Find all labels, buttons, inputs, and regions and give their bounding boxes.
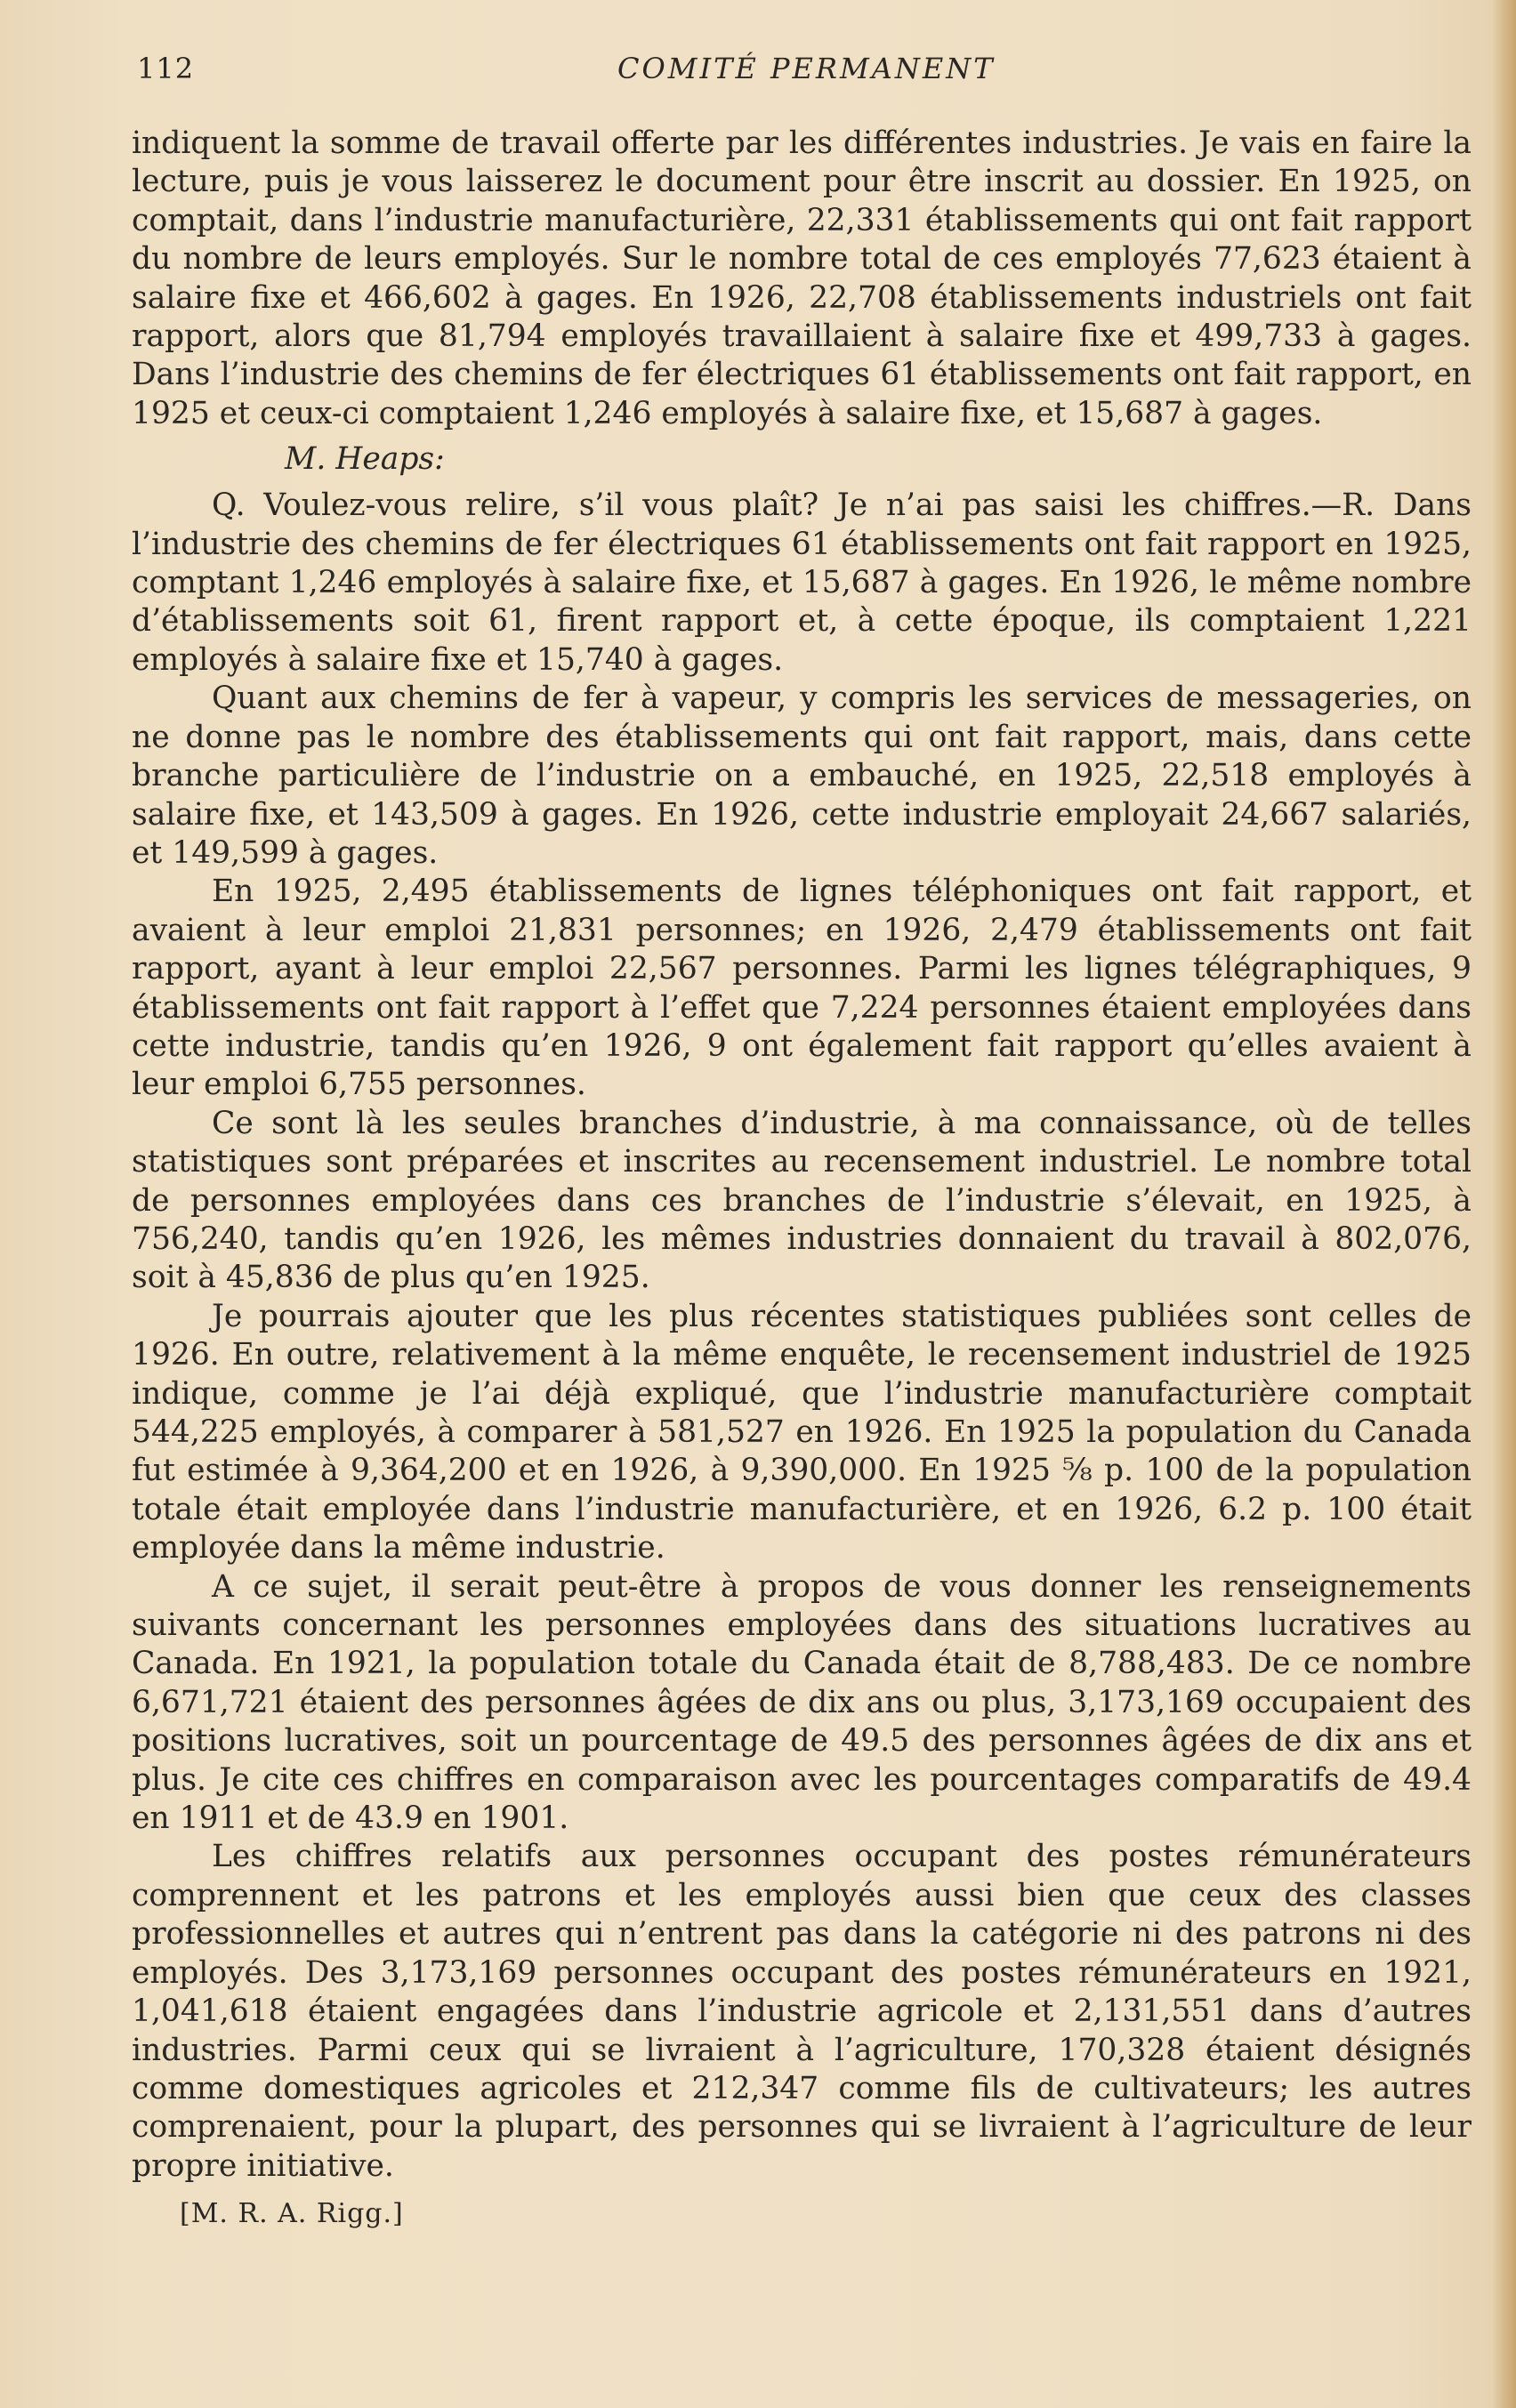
page-number: 112: [137, 52, 195, 85]
body-text: [132, 125, 1472, 2232]
paragraph: Ce sont là les seules branches d’industrie, à ma connaissance, où de telles statistiques sont préparées et inscrites au recensement industriel. Le nombre total de personnes employées dans ces branches de l’industrie s’élevait, en 1925, à 756,240, tandis qu’en 1926, les mêmes industries donnaient du travail à 802,076, soit à 45,836 de plus qu’en 1925.: [132, 1105, 1472, 1296]
paragraph: En 1925, 2,495 établissements de lignes téléphoniques ont fait rapport, et avaient à leur emploi 21,831 personnes; en 1926, 2,479 établissements ont fait rapport, ayant à leur emploi 22,567 personnes. Parmi les lignes télégraphiques, 9 établissements ont fait rapport à l’effet que 7,224 personnes étaient employées dans cette industrie, tandis qu’en 1926, 9 ont également fait rapport qu’elles avaient à leur emploi 6,755 personnes.: [132, 874, 1472, 1103]
paragraph: Je pourrais ajouter que les plus récentes statistiques publiées sont celles de 1926. En outre, relativement à la même enquête, le recensement industriel de 1925 indique, comme je l’ai déjà expliqué, que l’industrie manufacturière comptait 544,225 employés, à comparer à 581,527 en 1926. En 1925 la population du Canada fut estimée à 9,364,200 et en 1926, à 9,390,000. En 1925 ⅝ p. 100 de la population totale était employée dans l’industrie manufacturière, et en 1926, 6.2 p. 100 était employée dans la même industrie.: [132, 1298, 1472, 1566]
paragraph: Q. Voulez-vous relire, s’il vous plaît? Je n’ai pas saisi les chiffres.—R. Dans l’industrie des chemins de fer électriques 61 établissements ont fait rapport en 1925, comptant 1,246 employés à salaire fixe, et 15,687 à gages. En 1926, le même nombre d’établissements soit 61, firent rapport et, à cette époque, ils comptaient 1,221 employés à salaire fixe et 15,740 à gages.: [132, 487, 1472, 678]
speaker-attribution: [M. R. A. Rigg.]: [180, 2198, 404, 2230]
speaker-label: M. Heaps:: [285, 441, 445, 478]
paragraph: Les chiffres relatifs aux personnes occupant des postes rémunérateurs comprennent et les patrons et les employés aussi bien que ceux des classes professionnelles et autres qui n’entrent pas dans la catégorie ni des patrons ni des employés. Des 3,173,169 personnes occupant des postes rémunérateurs en 1921, 1,041,618 étaient engagées dans l’industrie agricole et 2,131,551 dans d’autres industries. Parmi ceux qui se livraient à l’agriculture, 170,328 étaient désignés comme domestiques agricoles et 212,347 comme fils de cultivateurs; les autres comprenaient, pour la plupart, des personnes qui se livraient à l’agriculture de leur propre initiative.: [132, 1839, 1472, 2184]
paragraph: indiquent la somme de travail offerte par les différentes industries. Je vais en faire la lecture, puis je vous laisserez le document pour être inscrit au dossier. En 1925, on comptait, dans l’industrie manufacturière, 22,331 établissements qui ont fait rapport du nombre de leurs employés. Sur le nombre total de ces employés 77,623 étaient à salaire fixe et 466,602 à gages. En 1926, 22,708 établissements industriels ont fait rapport, alors que 81,794 employés travaillaient à salaire fixe et 499,733 à gages. Dans l’industrie des chemins de fer électriques 61 établissements ont fait rapport, en 1925 et ceux-ci comptaient 1,246 employés à salaire fixe, et 15,687 à gages.: [132, 125, 1472, 431]
page-header: [137, 52, 1454, 93]
paragraph: Quant aux chemins de fer à vapeur, y compris les services de messageries, on ne donne pas le nombre des établissements qui ont fait rapport, mais, dans cette branche particulière de l’industrie on a embauché, en 1925, 22,518 employés à salaire fixe, et 143,509 à gages. En 1926, cette industrie employait 24,667 salariés, et 149,599 à gages.: [132, 681, 1472, 871]
page-binding-edge: [1491, 0, 1516, 2408]
paragraph: A ce sujet, il serait peut-être à propos de vous donner les renseignements suivants concernant les personnes employées dans des situations lucratives au Canada. En 1921, la population totale du Canada était de 8,788,483. De ce nombre 6,671,721 étaient des personnes âgées de dix ans ou plus, 3,173,169 occupaient des positions lucratives, soit un pourcentage de 49.5 des personnes âgées de dix ans et plus. Je cite ces chiffres en comparaison avec les pourcentages comparatifs de 49.4 en 1911 et de 43.9 en 1901.: [132, 1568, 1472, 1837]
running-head: COMITÉ PERMANENT: [617, 52, 996, 85]
